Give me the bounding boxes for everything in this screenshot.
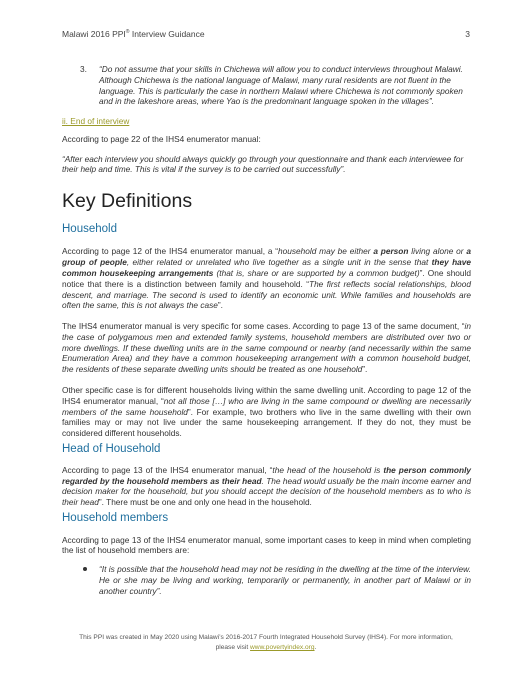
bullet-text: “It is possible that the household head may not be residing in the dwelling at the time of the interview. He or she may be living and working, temporarily or permanently, in another part of Malawi or in another country”. xyxy=(99,564,471,596)
end-of-interview-link[interactable]: ii. End of interview xyxy=(62,116,130,127)
main-content xyxy=(62,64,471,597)
povertyindex-link[interactable]: www.povertyindex.org xyxy=(250,643,315,651)
household-heading: Household xyxy=(62,222,117,235)
bullet-icon xyxy=(83,567,87,571)
head-of-household-paragraph: According to page 13 of the IHS4 enumerator manual, “the head of the household is the person commonly regarded by the household members as their head. The head would usually be the main income earner and decision maker for the household, but you should accept the decision of the household members as to who is their head”. There must be one and only one head in the household. xyxy=(62,464,471,508)
footer-line-2: please visit www.povertyindex.org. xyxy=(215,643,317,651)
header-title: Malawi 2016 PPI® Interview Guidance xyxy=(62,29,205,39)
numbered-item-3 xyxy=(62,64,471,107)
head-of-household-heading: Head of Household xyxy=(62,442,161,455)
household-paragraph-2: The IHS4 enumerator manual is very specific for some cases. According to page 13 of the same document, “in the case of polygamous men and extended family systems, household members are distributed over two or more dwellings. If these dwelling units are in the same compound or nearby (and necessarily within the same Enumeration Area) and they have a common housekeeping arrangement with a common household budget, the residents of these separate dwelling units should be treated as one household”. xyxy=(62,321,471,375)
footer-line-1: This PPI was created in May 2020 using Malawi’s 2016-2017 Fourth Integrated Household Survey (IHS4). For more information, xyxy=(79,634,453,641)
household-paragraph-3: Other specific case is for different households living within the same dwelling unit. According to page 12 of the IHS4 enumerator manual, “not all those […] who are living in the same compound or dwelling are necessarily members of the same household”. For example, two brothers who live in the same dwelling with their own families may or may not live under the same housekeeping arrangement. If they do not, they must be considered different households. xyxy=(62,385,471,439)
end-interview-quote: “After each interview you should always quickly go through your questionnaire and thank each interviewee for their help and time. This is vital if the survey is to be carried out successfully”. xyxy=(62,153,464,175)
registered-mark: ® xyxy=(125,29,130,36)
list-item xyxy=(62,564,471,596)
item-3-text: “Do not assume that your skills in Chichewa will allow you to conduct interviews throughout Malawi. Although Chichewa is the national language of Malawi, many rural residents are not fluent in the language. This is particularly the case in northern Malawi where Chichewa is not commonly spoken and in the lakeshore areas, where Yao is the predominant language spoken in the villages”. xyxy=(99,64,463,107)
page-header xyxy=(62,29,470,41)
household-paragraph-1: According to page 12 of the IHS4 enumerator manual, a “household may be either a person living alone or a group of people, either related or unrelated who live together as a single unit in the sense that they have common housekeeping arrangements (that is, share or are supported by a common budget)”. One should notice that there is a distinction between family and household. “The first reflects social relationships, blood descent, and marriage. The second is used to identify an economic unit. While families and households are often the same, this is not always the case”. xyxy=(62,246,471,311)
page-footer xyxy=(62,633,470,653)
page-number: 3 xyxy=(465,29,470,39)
key-definitions-title: Key Definitions xyxy=(62,190,193,213)
end-interview-intro: According to page 22 of the IHS4 enumerator manual: xyxy=(62,133,261,144)
household-members-intro: According to page 13 of the IHS4 enumerator manual, some important cases to keep in mind when completing the list of household members are: xyxy=(62,534,471,556)
item-number: 3. xyxy=(80,64,87,74)
household-members-heading: Household members xyxy=(62,511,169,524)
